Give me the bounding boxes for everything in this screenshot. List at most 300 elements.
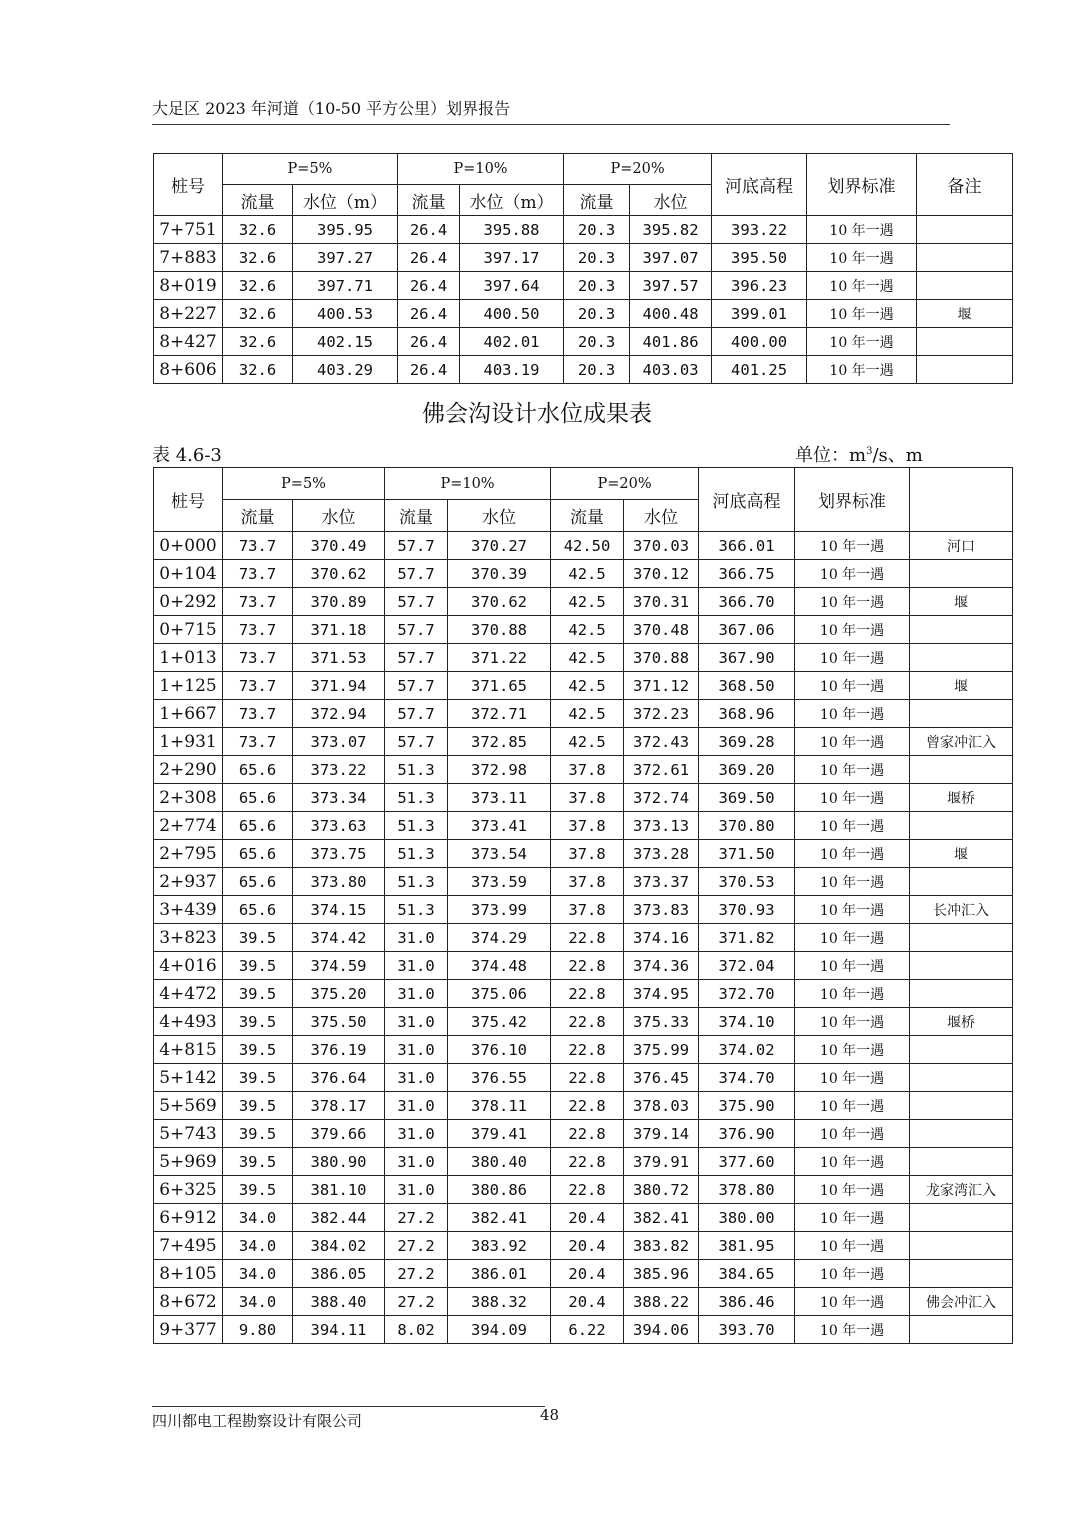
cell-flow-p10: 57.7 [385, 644, 448, 672]
cell-level-p20: 382.41 [624, 1204, 699, 1232]
cell-flow-p20: 22.8 [551, 952, 624, 980]
cell-level-p10: 397.17 [460, 244, 564, 272]
cell-level-p20: 374.36 [624, 952, 699, 980]
cell-station: 4+472 [154, 980, 223, 1008]
header-bed-elevation: 河底高程 [699, 468, 795, 532]
cell-flow-p20: 22.8 [551, 1176, 624, 1204]
cell-flow-p10: 57.7 [385, 616, 448, 644]
cell-level-p20: 379.91 [624, 1148, 699, 1176]
cell-flow-p20: 20.3 [564, 216, 630, 244]
cell-standard: 10 年一遇 [795, 1316, 910, 1344]
table-row [154, 784, 1013, 812]
cell-bed-elevation: 374.70 [699, 1064, 795, 1092]
cell-flow-p5: 65.6 [223, 868, 293, 896]
cell-note [910, 812, 1013, 840]
cell-level-p5: 394.11 [293, 1316, 385, 1344]
cell-bed-elevation: 396.23 [712, 272, 807, 300]
cell-level-p5: 381.10 [293, 1176, 385, 1204]
table-unit [795, 441, 923, 467]
cell-bed-elevation: 386.46 [699, 1288, 795, 1316]
cell-bed-elevation: 370.93 [699, 896, 795, 924]
cell-level-p5: 388.40 [293, 1288, 385, 1316]
cell-level-p20: 373.83 [624, 896, 699, 924]
cell-flow-p20: 22.8 [551, 1120, 624, 1148]
cell-flow-p5: 65.6 [223, 756, 293, 784]
cell-flow-p5: 73.7 [223, 588, 293, 616]
cell-level-p10: 394.09 [448, 1316, 551, 1344]
table-row [154, 672, 1013, 700]
cell-note [910, 868, 1013, 896]
cell-flow-p10: 51.3 [385, 840, 448, 868]
cell-flow-p10: 27.2 [385, 1232, 448, 1260]
cell-station: 8+227 [154, 300, 223, 328]
fohui-gully-water-level-table [153, 467, 1013, 1344]
header-level-p20: 水位 [624, 500, 699, 532]
cell-station: 6+912 [154, 1204, 223, 1232]
cell-level-p20: 370.48 [624, 616, 699, 644]
cell-station: 2+795 [154, 840, 223, 868]
table-2-body [154, 532, 1013, 1344]
cell-note [910, 560, 1013, 588]
cell-flow-p20: 37.8 [551, 868, 624, 896]
cell-bed-elevation: 384.65 [699, 1260, 795, 1288]
cell-flow-p10: 51.3 [385, 812, 448, 840]
cell-bed-elevation: 366.70 [699, 588, 795, 616]
cell-standard: 10 年一遇 [795, 1176, 910, 1204]
cell-bed-elevation: 378.80 [699, 1176, 795, 1204]
cell-note [910, 1148, 1013, 1176]
header-p5: P=5% [223, 154, 398, 185]
cell-standard: 10 年一遇 [795, 616, 910, 644]
cell-level-p20: 370.88 [624, 644, 699, 672]
table-row [154, 616, 1013, 644]
table-row [154, 1092, 1013, 1120]
cell-level-p10: 395.88 [460, 216, 564, 244]
cell-flow-p5: 34.0 [223, 1260, 293, 1288]
cell-note: 龙家湾汇入 [910, 1176, 1013, 1204]
table-row [154, 700, 1013, 728]
cell-note [910, 1204, 1013, 1232]
cell-flow-p10: 51.3 [385, 784, 448, 812]
cell-level-p10: 374.48 [448, 952, 551, 980]
cell-note [910, 1316, 1013, 1344]
cell-level-p5: 370.62 [293, 560, 385, 588]
cell-flow-p20: 42.5 [551, 644, 624, 672]
cell-standard: 10 年一遇 [795, 1120, 910, 1148]
cell-level-p5: 374.59 [293, 952, 385, 980]
table-row [154, 1260, 1013, 1288]
cell-flow-p20: 42.50 [551, 532, 624, 560]
cell-flow-p5: 32.6 [223, 216, 293, 244]
cell-flow-p10: 31.0 [385, 1176, 448, 1204]
cell-flow-p5: 39.5 [223, 980, 293, 1008]
cell-bed-elevation: 366.75 [699, 560, 795, 588]
cell-flow-p10: 31.0 [385, 952, 448, 980]
cell-station: 8+606 [154, 356, 223, 384]
cell-flow-p10: 26.4 [398, 216, 460, 244]
cell-flow-p5: 73.7 [223, 560, 293, 588]
cell-standard: 10 年一遇 [795, 924, 910, 952]
cell-bed-elevation: 374.10 [699, 1008, 795, 1036]
cell-note [910, 1064, 1013, 1092]
cell-level-p20: 376.45 [624, 1064, 699, 1092]
cell-flow-p5: 65.6 [223, 840, 293, 868]
cell-note [910, 1260, 1013, 1288]
cell-flow-p5: 73.7 [223, 616, 293, 644]
cell-flow-p20: 22.8 [551, 980, 624, 1008]
cell-level-p10: 383.92 [448, 1232, 551, 1260]
cell-level-p20: 374.95 [624, 980, 699, 1008]
cell-flow-p5: 32.6 [223, 244, 293, 272]
cell-flow-p20: 37.8 [551, 784, 624, 812]
cell-level-p20: 401.86 [630, 328, 712, 356]
cell-flow-p20: 22.8 [551, 1064, 624, 1092]
table-row [154, 1176, 1013, 1204]
cell-flow-p10: 26.4 [398, 328, 460, 356]
cell-note: 长冲汇入 [910, 896, 1013, 924]
cell-flow-p20: 22.8 [551, 1008, 624, 1036]
cell-flow-p5: 34.0 [223, 1232, 293, 1260]
header-divider [152, 124, 950, 125]
cell-flow-p20: 37.8 [551, 756, 624, 784]
cell-bed-elevation: 375.90 [699, 1092, 795, 1120]
cell-flow-p20: 42.5 [551, 560, 624, 588]
cell-bed-elevation: 367.90 [699, 644, 795, 672]
cell-standard: 10 年一遇 [795, 532, 910, 560]
cell-level-p10: 376.10 [448, 1036, 551, 1064]
cell-level-p10: 375.42 [448, 1008, 551, 1036]
cell-bed-elevation: 369.28 [699, 728, 795, 756]
cell-station: 5+569 [154, 1092, 223, 1120]
cell-note [910, 980, 1013, 1008]
cell-flow-p20: 42.5 [551, 700, 624, 728]
cell-level-p10: 400.50 [460, 300, 564, 328]
cell-flow-p10: 57.7 [385, 700, 448, 728]
table-row [154, 868, 1013, 896]
cell-station: 8+672 [154, 1288, 223, 1316]
cell-note [910, 952, 1013, 980]
cell-level-p20: 403.03 [630, 356, 712, 384]
header-flow-p20: 流量 [551, 500, 624, 532]
cell-level-p5: 397.71 [293, 272, 398, 300]
cell-standard: 10 年一遇 [795, 1204, 910, 1232]
cell-bed-elevation: 372.70 [699, 980, 795, 1008]
cell-level-p5: 400.53 [293, 300, 398, 328]
cell-level-p10: 373.41 [448, 812, 551, 840]
cell-level-p10: 382.41 [448, 1204, 551, 1232]
table-row [154, 1120, 1013, 1148]
cell-flow-p10: 31.0 [385, 1120, 448, 1148]
cell-note: 堰 [910, 840, 1013, 868]
cell-level-p10: 373.99 [448, 896, 551, 924]
header-flow-p5: 流量 [223, 500, 293, 532]
cell-flow-p20: 6.22 [551, 1316, 624, 1344]
cell-level-p20: 374.16 [624, 924, 699, 952]
cell-flow-p5: 73.7 [223, 672, 293, 700]
cell-level-p10: 380.86 [448, 1176, 551, 1204]
table-row [154, 588, 1013, 616]
header-p20: P=20% [564, 154, 712, 185]
cell-level-p20: 370.12 [624, 560, 699, 588]
cell-level-p10: 370.62 [448, 588, 551, 616]
cell-flow-p5: 9.80 [223, 1316, 293, 1344]
table-row [154, 952, 1013, 980]
cell-station: 0+000 [154, 532, 223, 560]
table-row [154, 216, 1013, 244]
cell-level-p20: 379.14 [624, 1120, 699, 1148]
cell-flow-p10: 31.0 [385, 1008, 448, 1036]
cell-level-p5: 373.75 [293, 840, 385, 868]
cell-flow-p20: 42.5 [551, 672, 624, 700]
unit-prefix: 单位：m [795, 445, 867, 466]
cell-level-p10: 397.64 [460, 272, 564, 300]
cell-flow-p10: 26.4 [398, 244, 460, 272]
footer-company: 四川都电工程勘察设计有限公司 [152, 1412, 363, 1430]
cell-note [910, 1036, 1013, 1064]
cell-flow-p5: 39.5 [223, 1036, 293, 1064]
cell-flow-p10: 51.3 [385, 868, 448, 896]
cell-level-p5: 370.49 [293, 532, 385, 560]
cell-note: 曾家冲汇入 [910, 728, 1013, 756]
cell-note [917, 272, 1013, 300]
cell-standard: 10 年一遇 [795, 1148, 910, 1176]
cell-station: 2+290 [154, 756, 223, 784]
cell-level-p5: 379.66 [293, 1120, 385, 1148]
cell-standard: 10 年一遇 [795, 588, 910, 616]
cell-flow-p20: 22.8 [551, 1092, 624, 1120]
cell-flow-p20: 20.4 [551, 1260, 624, 1288]
cell-flow-p10: 51.3 [385, 896, 448, 924]
cell-station: 7+883 [154, 244, 223, 272]
table-title: 佛会沟设计水位成果表 [422, 401, 652, 427]
cell-bed-elevation: 368.50 [699, 672, 795, 700]
report-header-title: 大足区 2023 年河道（10-50 平方公里）划界报告 [152, 99, 511, 118]
cell-level-p5: 378.17 [293, 1092, 385, 1120]
cell-flow-p5: 39.5 [223, 924, 293, 952]
cell-flow-p20: 42.5 [551, 728, 624, 756]
cell-flow-p10: 8.02 [385, 1316, 448, 1344]
header-p10: P=10% [398, 154, 564, 185]
cell-flow-p5: 73.7 [223, 532, 293, 560]
cell-bed-elevation: 400.00 [712, 328, 807, 356]
cell-bed-elevation: 367.06 [699, 616, 795, 644]
cell-bed-elevation: 395.50 [712, 244, 807, 272]
table-row [154, 812, 1013, 840]
cell-flow-p10: 51.3 [385, 756, 448, 784]
cell-station: 5+142 [154, 1064, 223, 1092]
cell-level-p5: 370.89 [293, 588, 385, 616]
cell-flow-p5: 73.7 [223, 644, 293, 672]
cell-level-p20: 388.22 [624, 1288, 699, 1316]
cell-level-p5: 373.22 [293, 756, 385, 784]
table-row [154, 1204, 1013, 1232]
cell-note: 堰 [910, 672, 1013, 700]
cell-standard: 10 年一遇 [807, 216, 917, 244]
cell-level-p10: 380.40 [448, 1148, 551, 1176]
table-row [154, 356, 1013, 384]
cell-note [910, 1092, 1013, 1120]
unit-suffix: /s、m [872, 445, 923, 466]
cell-bed-elevation: 380.00 [699, 1204, 795, 1232]
water-level-table-continued [153, 153, 1013, 384]
cell-flow-p5: 32.6 [223, 328, 293, 356]
table-row [154, 980, 1013, 1008]
cell-bed-elevation: 370.80 [699, 812, 795, 840]
cell-bed-elevation: 372.04 [699, 952, 795, 980]
table-row [154, 644, 1013, 672]
cell-note [910, 616, 1013, 644]
cell-level-p20: 395.82 [630, 216, 712, 244]
cell-flow-p20: 37.8 [551, 812, 624, 840]
cell-flow-p10: 57.7 [385, 728, 448, 756]
cell-level-p20: 383.82 [624, 1232, 699, 1260]
header-bed-elevation: 河底高程 [712, 154, 807, 216]
cell-station: 2+774 [154, 812, 223, 840]
cell-level-p5: 395.95 [293, 216, 398, 244]
cell-note: 堰 [910, 588, 1013, 616]
cell-flow-p20: 20.3 [564, 300, 630, 328]
cell-note [917, 328, 1013, 356]
cell-standard: 10 年一遇 [807, 272, 917, 300]
cell-bed-elevation: 374.02 [699, 1036, 795, 1064]
cell-level-p5: 373.63 [293, 812, 385, 840]
table-row [154, 1316, 1013, 1344]
cell-level-p5: 371.53 [293, 644, 385, 672]
cell-level-p5: 403.29 [293, 356, 398, 384]
cell-level-p5: 373.34 [293, 784, 385, 812]
cell-flow-p5: 39.5 [223, 1148, 293, 1176]
page-number: 48 [540, 1406, 560, 1424]
cell-flow-p20: 20.3 [564, 328, 630, 356]
table-row [154, 1008, 1013, 1036]
header-flow-p20: 流量 [564, 185, 630, 216]
cell-station: 4+016 [154, 952, 223, 980]
header-level-p20: 水位 [630, 185, 712, 216]
cell-standard: 10 年一遇 [795, 1232, 910, 1260]
cell-flow-p5: 32.6 [223, 300, 293, 328]
cell-bed-elevation: 368.96 [699, 700, 795, 728]
cell-level-p5: 402.15 [293, 328, 398, 356]
cell-standard: 10 年一遇 [795, 1036, 910, 1064]
cell-flow-p10: 31.0 [385, 980, 448, 1008]
cell-level-p5: 375.20 [293, 980, 385, 1008]
cell-level-p10: 373.11 [448, 784, 551, 812]
cell-standard: 10 年一遇 [807, 244, 917, 272]
cell-level-p10: 371.22 [448, 644, 551, 672]
table-row [154, 272, 1013, 300]
cell-level-p5: 380.90 [293, 1148, 385, 1176]
cell-level-p10: 372.98 [448, 756, 551, 784]
cell-flow-p20: 20.3 [564, 272, 630, 300]
cell-level-p10: 373.59 [448, 868, 551, 896]
cell-standard: 10 年一遇 [795, 1288, 910, 1316]
cell-flow-p5: 65.6 [223, 896, 293, 924]
cell-level-p20: 385.96 [624, 1260, 699, 1288]
cell-note [917, 356, 1013, 384]
cell-level-p5: 371.18 [293, 616, 385, 644]
cell-level-p20: 375.99 [624, 1036, 699, 1064]
footer-divider [152, 1406, 545, 1407]
cell-flow-p20: 20.4 [551, 1232, 624, 1260]
table-caption: 表 4.6-3 [152, 445, 222, 466]
cell-note [910, 924, 1013, 952]
cell-bed-elevation: 371.50 [699, 840, 795, 868]
cell-flow-p10: 27.2 [385, 1288, 448, 1316]
cell-standard: 10 年一遇 [795, 952, 910, 980]
cell-level-p20: 371.12 [624, 672, 699, 700]
cell-flow-p5: 39.5 [223, 1064, 293, 1092]
cell-level-p10: 378.11 [448, 1092, 551, 1120]
table-row [154, 1036, 1013, 1064]
cell-level-p10: 386.01 [448, 1260, 551, 1288]
cell-bed-elevation: 393.22 [712, 216, 807, 244]
cell-note: 堰桥 [910, 784, 1013, 812]
cell-bed-elevation: 371.82 [699, 924, 795, 952]
cell-flow-p10: 57.7 [385, 588, 448, 616]
cell-bed-elevation: 393.70 [699, 1316, 795, 1344]
cell-flow-p20: 20.3 [564, 356, 630, 384]
table-row [154, 924, 1013, 952]
cell-station: 5+743 [154, 1120, 223, 1148]
cell-station: 9+377 [154, 1316, 223, 1344]
cell-level-p20: 397.07 [630, 244, 712, 272]
cell-station: 7+751 [154, 216, 223, 244]
cell-level-p10: 374.29 [448, 924, 551, 952]
cell-station: 0+104 [154, 560, 223, 588]
cell-note [910, 644, 1013, 672]
cell-level-p10: 403.19 [460, 356, 564, 384]
cell-standard: 10 年一遇 [795, 784, 910, 812]
header-level-p10: 水位 [448, 500, 551, 532]
cell-level-p10: 370.88 [448, 616, 551, 644]
table-row [154, 1288, 1013, 1316]
cell-standard: 10 年一遇 [795, 672, 910, 700]
cell-flow-p5: 39.5 [223, 1120, 293, 1148]
cell-standard: 10 年一遇 [795, 560, 910, 588]
cell-flow-p20: 20.4 [551, 1288, 624, 1316]
cell-flow-p10: 57.7 [385, 560, 448, 588]
header-flow-p10: 流量 [385, 500, 448, 532]
cell-station: 1+125 [154, 672, 223, 700]
cell-level-p10: 370.27 [448, 532, 551, 560]
table-row [154, 560, 1013, 588]
header-note: 备注 [917, 154, 1013, 216]
cell-level-p20: 372.23 [624, 700, 699, 728]
cell-flow-p5: 39.5 [223, 952, 293, 980]
table-row [154, 1148, 1013, 1176]
cell-station: 8+427 [154, 328, 223, 356]
cell-level-p20: 373.28 [624, 840, 699, 868]
cell-bed-elevation: 369.50 [699, 784, 795, 812]
cell-note: 堰桥 [910, 1008, 1013, 1036]
cell-note [910, 1120, 1013, 1148]
cell-level-p10: 375.06 [448, 980, 551, 1008]
cell-note [917, 216, 1013, 244]
unit-superscript: 3 [866, 446, 873, 457]
cell-level-p10: 371.65 [448, 672, 551, 700]
cell-level-p20: 375.33 [624, 1008, 699, 1036]
cell-flow-p20: 42.5 [551, 616, 624, 644]
cell-level-p5: 374.42 [293, 924, 385, 952]
cell-level-p5: 386.05 [293, 1260, 385, 1288]
cell-level-p10: 376.55 [448, 1064, 551, 1092]
cell-level-p5: 382.44 [293, 1204, 385, 1232]
cell-level-p20: 373.13 [624, 812, 699, 840]
cell-flow-p5: 32.6 [223, 356, 293, 384]
table-row [154, 840, 1013, 868]
cell-standard: 10 年一遇 [795, 840, 910, 868]
cell-station: 1+931 [154, 728, 223, 756]
